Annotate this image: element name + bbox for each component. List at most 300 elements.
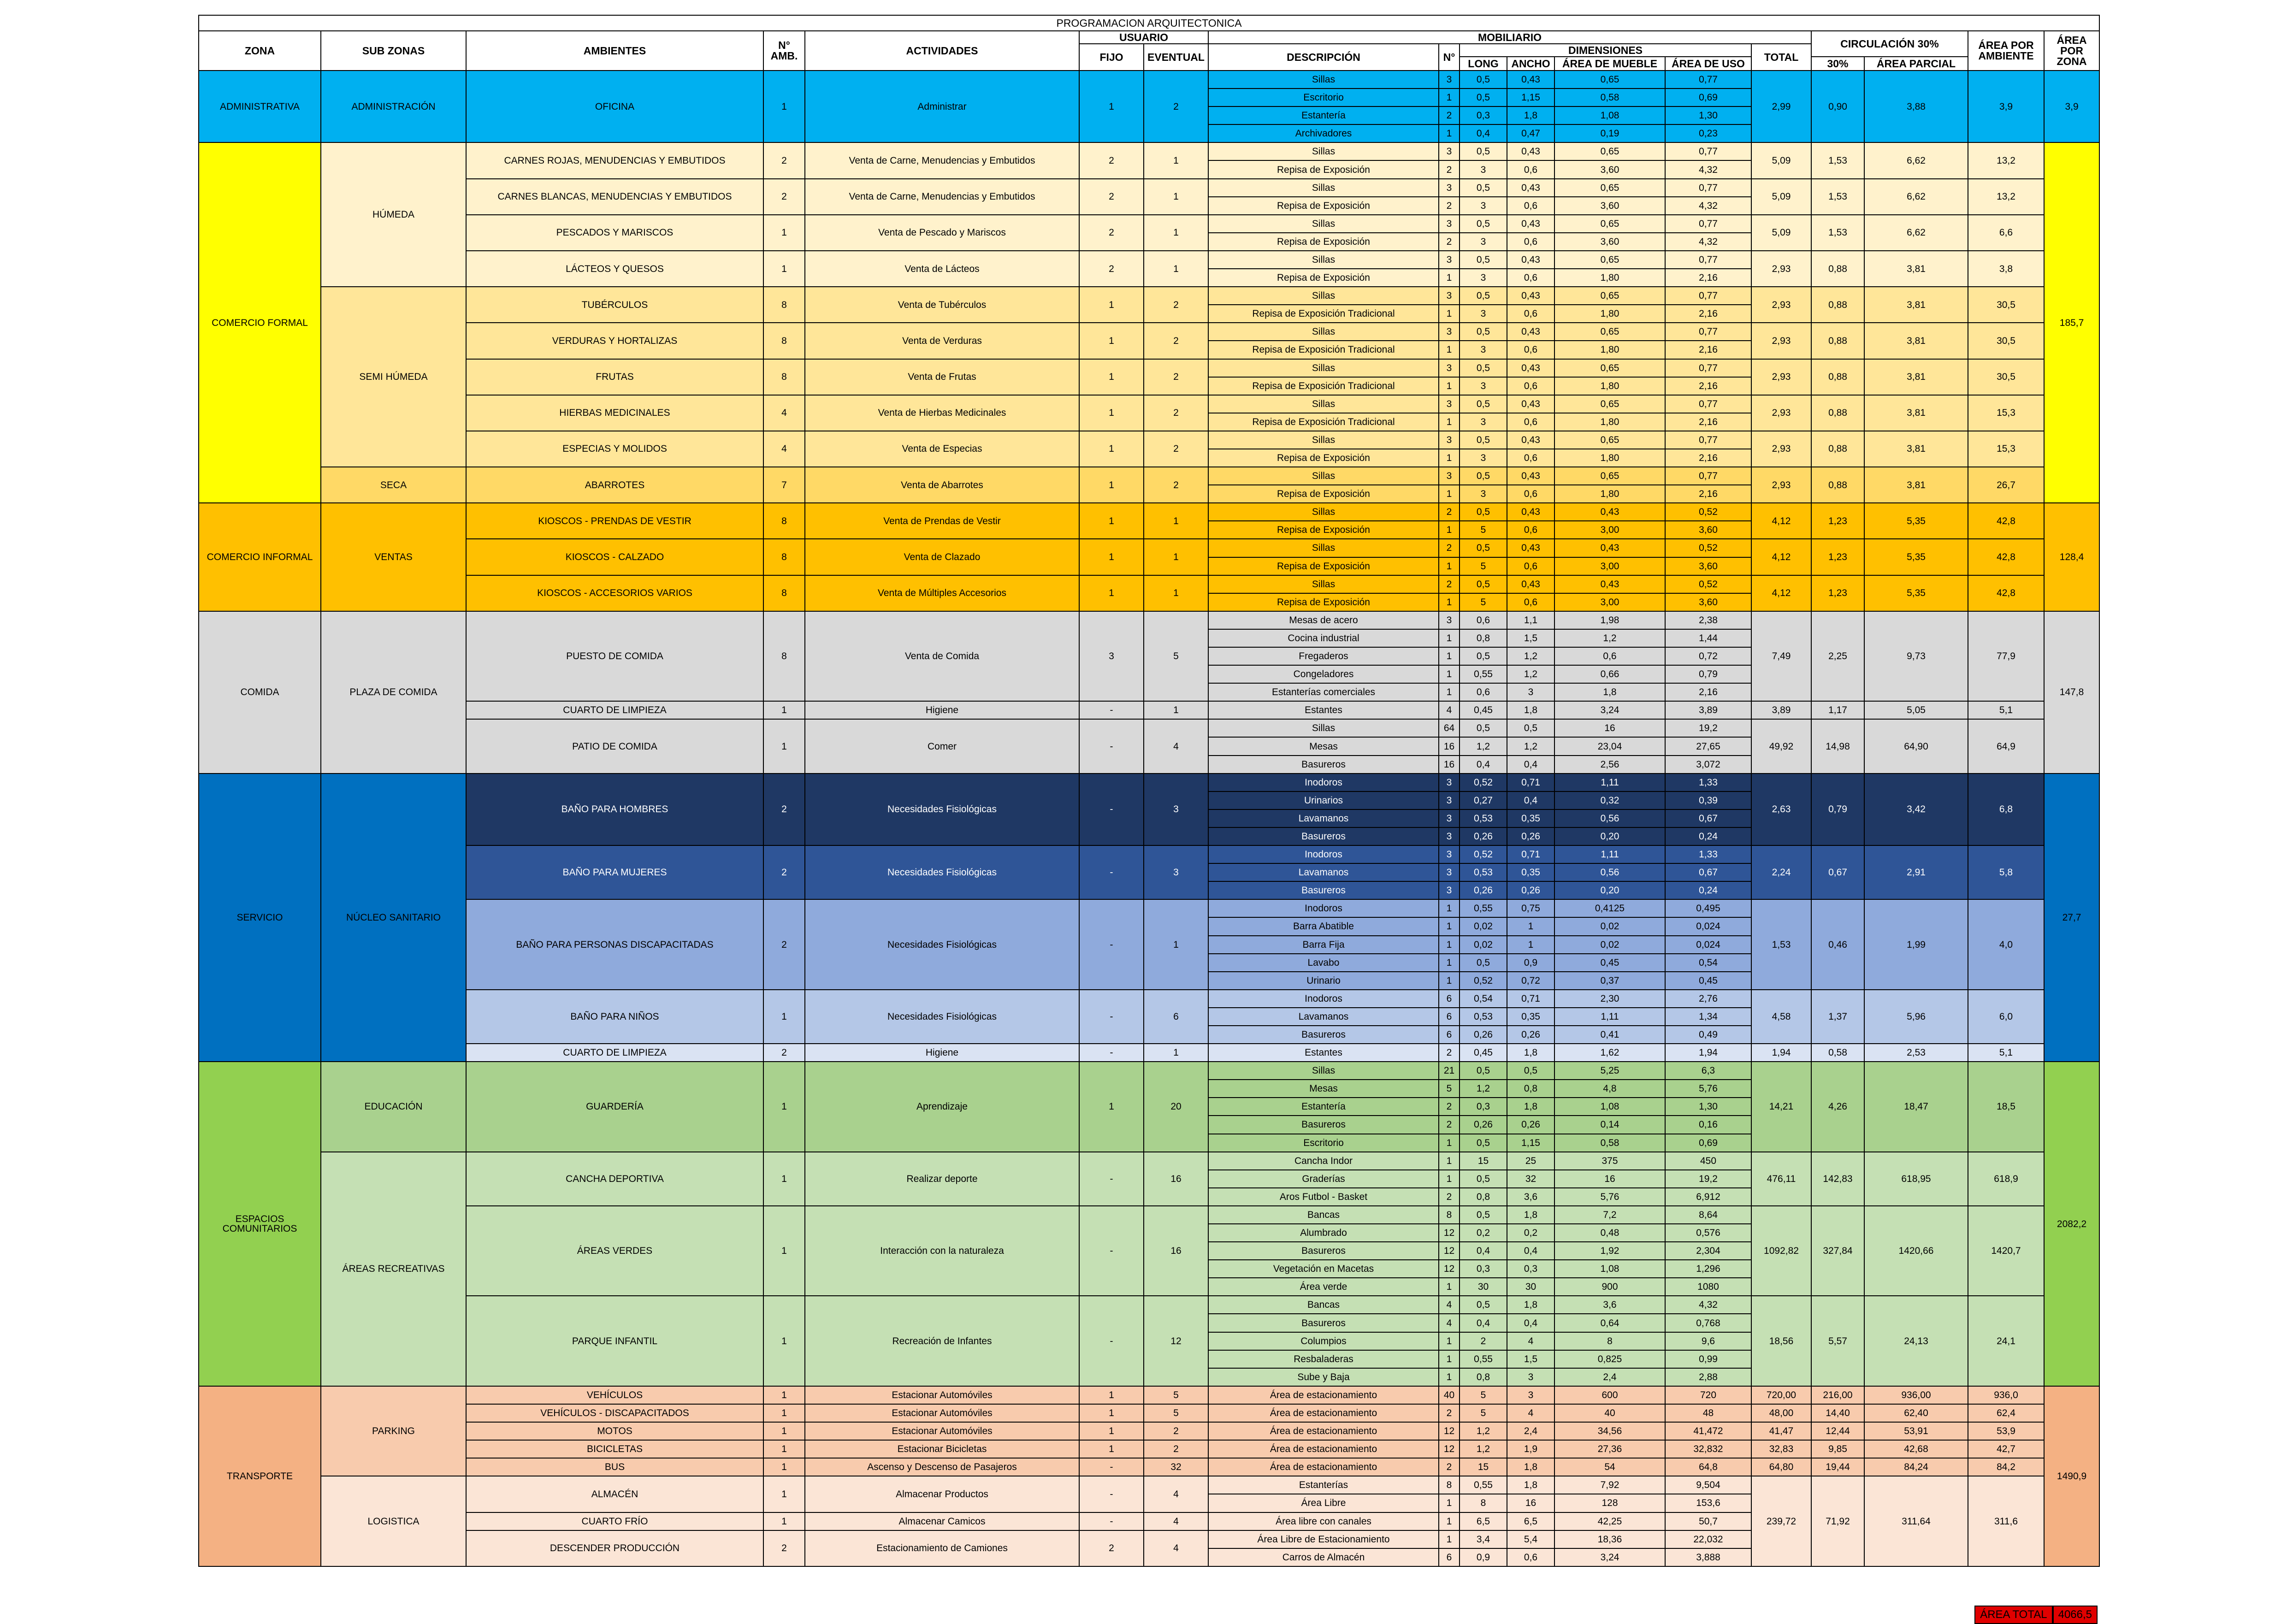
- area-ambiente: 15,3: [1968, 395, 2044, 431]
- ambiente-activity: Ascenso y Descenso de Pasajeros: [805, 1458, 1079, 1476]
- mobiliario-descripcion: Resbaladeras: [1208, 1350, 1439, 1368]
- mobiliario-long: 5: [1460, 593, 1507, 611]
- mobiliario-n: 3: [1439, 881, 1460, 899]
- area-parcial: 3,42: [1864, 774, 1968, 845]
- area-parcial: 5,05: [1864, 701, 1968, 719]
- mobiliario-n: 3: [1439, 467, 1460, 485]
- table-row: [199, 251, 2099, 269]
- mobiliario-total: 2,63: [1751, 774, 1811, 845]
- mobiliario-area-mueble: 1,80: [1554, 449, 1665, 467]
- mobiliario-area-mueble: 1,2: [1554, 629, 1665, 647]
- usuario-fijo: -: [1079, 1512, 1144, 1530]
- mobiliario-n: 3: [1439, 359, 1460, 377]
- usuario-fijo: 1: [1079, 539, 1144, 575]
- mobiliario-descripcion: Sillas: [1208, 142, 1439, 160]
- mobiliario-descripcion: Basureros: [1208, 827, 1439, 845]
- mobiliario-n: 1: [1439, 1530, 1460, 1548]
- table-title: PROGRAMACION ARQUITECTONICA: [199, 15, 2099, 31]
- header-ambientes: AMBIENTES: [466, 31, 763, 71]
- table-row: [199, 142, 2099, 160]
- subzone-name: VENTAS: [321, 503, 466, 611]
- table-row: [199, 701, 2099, 719]
- circulacion-30: 327,84: [1811, 1206, 1864, 1296]
- mobiliario-n: 1: [1439, 521, 1460, 539]
- mobiliario-descripcion: Lavamanos: [1208, 1008, 1439, 1026]
- mobiliario-ancho: 0,43: [1507, 179, 1554, 197]
- zone-area: 3,9: [2044, 71, 2099, 142]
- mobiliario-area-mueble: 2,4: [1554, 1368, 1665, 1386]
- mobiliario-n: 1: [1439, 936, 1460, 954]
- mobiliario-long: 0,5: [1460, 323, 1507, 341]
- mobiliario-n: 1: [1439, 1494, 1460, 1512]
- circulacion-30: 1,23: [1811, 575, 1864, 611]
- mobiliario-n: 2: [1439, 1116, 1460, 1134]
- mobiliario-ancho: 0,6: [1507, 413, 1554, 431]
- mobiliario-n: 2: [1439, 233, 1460, 251]
- circulacion-30: 1,53: [1811, 179, 1864, 215]
- mobiliario-area-mueble: 0,65: [1554, 71, 1665, 89]
- mobiliario-descripcion: Área de estacionamiento: [1208, 1458, 1439, 1476]
- mobiliario-ancho: 0,3: [1507, 1260, 1554, 1278]
- mobiliario-long: 0,8: [1460, 629, 1507, 647]
- mobiliario-descripcion: Sillas: [1208, 179, 1439, 197]
- mobiliario-long: 0,4: [1460, 1242, 1507, 1260]
- mobiliario-area-uso: 50,7: [1665, 1512, 1751, 1530]
- ambiente-count: 8: [763, 287, 805, 323]
- mobiliario-area-mueble: 1,80: [1554, 269, 1665, 287]
- header-ancho: ANCHO: [1507, 57, 1554, 71]
- mobiliario-ancho: 0,71: [1507, 845, 1554, 863]
- ambiente-activity: Venta de Múltiples Accesorios: [805, 575, 1079, 611]
- mobiliario-area-uso: 0,77: [1665, 431, 1751, 449]
- usuario-eventual: 4: [1144, 1476, 1208, 1512]
- ambiente-name: PARQUE INFANTIL: [466, 1296, 763, 1386]
- ambiente-count: 2: [763, 179, 805, 215]
- area-ambiente: 3,8: [1968, 251, 2044, 287]
- mobiliario-area-uso: 2,16: [1665, 341, 1751, 359]
- area-ambiente: 64,9: [1968, 719, 2044, 773]
- circulacion-30: 0,67: [1811, 845, 1864, 899]
- circulacion-30: 9,85: [1811, 1440, 1864, 1458]
- mobiliario-area-mueble: 0,32: [1554, 791, 1665, 809]
- mobiliario-area-uso: 153,6: [1665, 1494, 1751, 1512]
- area-total: [1974, 1606, 2098, 1624]
- ambiente-count: 2: [763, 845, 805, 899]
- ambiente-activity: Higiene: [805, 701, 1079, 719]
- subzone-name: PARKING: [321, 1386, 466, 1476]
- area-total-label: ÁREA TOTAL: [1974, 1606, 2052, 1624]
- mobiliario-long: 0,26: [1460, 1026, 1507, 1044]
- mobiliario-area-mueble: 0,56: [1554, 809, 1665, 827]
- ambiente-activity: Venta de Lácteos: [805, 251, 1079, 287]
- mobiliario-ancho: 5,4: [1507, 1530, 1554, 1548]
- ambiente-activity: Venta de Clazado: [805, 539, 1079, 575]
- programacion-table-wrapper: [198, 15, 2098, 1621]
- mobiliario-long: 0,8: [1460, 1188, 1507, 1206]
- mobiliario-total: 3,89: [1751, 701, 1811, 719]
- table-row: [199, 1422, 2099, 1440]
- area-parcial: 42,68: [1864, 1440, 1968, 1458]
- usuario-fijo: 1: [1079, 1404, 1144, 1422]
- area-total-value: 4066,5: [2053, 1606, 2098, 1624]
- header-area-uso: ÁREA DE USO: [1665, 57, 1751, 71]
- ambiente-activity: Venta de Comida: [805, 611, 1079, 701]
- subzone-name: PLAZA DE COMIDA: [321, 611, 466, 774]
- mobiliario-long: 3: [1460, 269, 1507, 287]
- mobiliario-descripcion: Basureros: [1208, 1116, 1439, 1134]
- ambiente-count: 1: [763, 990, 805, 1044]
- area-parcial: 3,81: [1864, 467, 1968, 503]
- mobiliario-long: 0,3: [1460, 1098, 1507, 1116]
- mobiliario-n: 3: [1439, 395, 1460, 413]
- ambiente-name: PESCADOS Y MARISCOS: [466, 215, 763, 251]
- mobiliario-area-uso: 2,16: [1665, 485, 1751, 503]
- mobiliario-area-uso: 0,77: [1665, 467, 1751, 485]
- ambiente-count: 8: [763, 323, 805, 359]
- ambiente-count: 1: [763, 1386, 805, 1404]
- mobiliario-area-mueble: 3,24: [1554, 701, 1665, 719]
- area-ambiente: 42,8: [1968, 575, 2044, 611]
- mobiliario-total: 5,09: [1751, 179, 1811, 215]
- mobiliario-long: 0,5: [1460, 1062, 1507, 1080]
- usuario-eventual: 2: [1144, 323, 1208, 359]
- mobiliario-n: 2: [1439, 106, 1460, 124]
- subzone-name: NÚCLEO SANITARIO: [321, 774, 466, 1062]
- mobiliario-area-uso: 4,32: [1665, 233, 1751, 251]
- ambiente-activity: Necesidades Fisiológicas: [805, 990, 1079, 1044]
- mobiliario-descripcion: Estantería: [1208, 1098, 1439, 1116]
- usuario-eventual: 5: [1144, 1404, 1208, 1422]
- mobiliario-n: 4: [1439, 701, 1460, 719]
- mobiliario-n: 40: [1439, 1386, 1460, 1404]
- mobiliario-descripcion: Sillas: [1208, 71, 1439, 89]
- table-row: [199, 1152, 2099, 1170]
- mobiliario-total: 1,94: [1751, 1044, 1811, 1062]
- circulacion-30: 0,46: [1811, 899, 1864, 989]
- mobiliario-area-uso: 0,72: [1665, 647, 1751, 665]
- mobiliario-n: 1: [1439, 124, 1460, 142]
- mobiliario-area-mueble: 5,25: [1554, 1062, 1665, 1080]
- ambiente-count: 1: [763, 251, 805, 287]
- usuario-fijo: -: [1079, 719, 1144, 773]
- usuario-eventual: 4: [1144, 1512, 1208, 1530]
- mobiliario-descripcion: Repisa de Exposición: [1208, 593, 1439, 611]
- mobiliario-descripcion: Sillas: [1208, 431, 1439, 449]
- area-parcial: 3,81: [1864, 287, 1968, 323]
- mobiliario-descripcion: Repisa de Exposición: [1208, 197, 1439, 215]
- mobiliario-descripcion: Congeladores: [1208, 665, 1439, 683]
- circulacion-30: 1,17: [1811, 701, 1864, 719]
- mobiliario-n: 1: [1439, 377, 1460, 395]
- circulacion-30: 4,26: [1811, 1062, 1864, 1152]
- mobiliario-total: 14,21: [1751, 1062, 1811, 1152]
- zone-name: COMIDA: [199, 611, 321, 774]
- mobiliario-n: 3: [1439, 323, 1460, 341]
- mobiliario-area-mueble: 0,48: [1554, 1224, 1665, 1242]
- usuario-fijo: -: [1079, 1296, 1144, 1386]
- mobiliario-long: 0,27: [1460, 791, 1507, 809]
- mobiliario-n: 1: [1439, 1170, 1460, 1188]
- mobiliario-n: 1: [1439, 341, 1460, 359]
- ambiente-name: KIOSCOS - CALZADO: [466, 539, 763, 575]
- ambiente-activity: Estacionar Automóviles: [805, 1386, 1079, 1404]
- usuario-fijo: 1: [1079, 467, 1144, 503]
- mobiliario-long: 1,2: [1460, 1080, 1507, 1098]
- circulacion-30: 0,88: [1811, 359, 1864, 395]
- area-ambiente: 53,9: [1968, 1422, 2044, 1440]
- mobiliario-area-mueble: 3,00: [1554, 593, 1665, 611]
- mobiliario-ancho: 0,75: [1507, 899, 1554, 917]
- mobiliario-n: 12: [1439, 1440, 1460, 1458]
- mobiliario-n: 3: [1439, 215, 1460, 233]
- circulacion-30: 142,83: [1811, 1152, 1864, 1206]
- table-row: [199, 1062, 2099, 1080]
- mobiliario-n: 3: [1439, 431, 1460, 449]
- ambiente-activity: Venta de Verduras: [805, 323, 1079, 359]
- mobiliario-area-uso: 0,77: [1665, 287, 1751, 305]
- circulacion-30: 5,57: [1811, 1296, 1864, 1386]
- header-area-parcial: ÁREA PARCIAL: [1864, 57, 1968, 71]
- mobiliario-descripcion: Repisa de Exposición: [1208, 521, 1439, 539]
- mobiliario-area-uso: 0,77: [1665, 323, 1751, 341]
- mobiliario-long: 5: [1460, 1386, 1507, 1404]
- mobiliario-area-uso: 3,60: [1665, 557, 1751, 575]
- mobiliario-long: 0,5: [1460, 142, 1507, 160]
- mobiliario-ancho: 0,26: [1507, 881, 1554, 899]
- mobiliario-descripcion: Urinario: [1208, 972, 1439, 990]
- ambiente-activity: Necesidades Fisiológicas: [805, 774, 1079, 845]
- mobiliario-descripcion: Mesas: [1208, 737, 1439, 755]
- circulacion-30: 2,25: [1811, 611, 1864, 701]
- mobiliario-n: 6: [1439, 1026, 1460, 1044]
- mobiliario-long: 0,5: [1460, 503, 1507, 521]
- circulacion-30: 19,44: [1811, 1458, 1864, 1476]
- mobiliario-long: 8: [1460, 1494, 1507, 1512]
- ambiente-name: CUARTO DE LIMPIEZA: [466, 701, 763, 719]
- mobiliario-descripcion: Cocina industrial: [1208, 629, 1439, 647]
- mobiliario-area-uso: 2,16: [1665, 683, 1751, 701]
- header-area-ambiente: ÁREA POR AMBIENTE: [1968, 31, 2044, 71]
- ambiente-activity: Venta de Tubérculos: [805, 287, 1079, 323]
- mobiliario-area-uso: 0,77: [1665, 142, 1751, 160]
- mobiliario-long: 0,5: [1460, 647, 1507, 665]
- mobiliario-long: 3: [1460, 197, 1507, 215]
- mobiliario-area-mueble: 0,37: [1554, 972, 1665, 990]
- mobiliario-ancho: 30: [1507, 1278, 1554, 1296]
- mobiliario-long: 0,53: [1460, 1008, 1507, 1026]
- mobiliario-descripcion: Estantes: [1208, 1044, 1439, 1062]
- usuario-fijo: -: [1079, 1152, 1144, 1206]
- mobiliario-ancho: 0,43: [1507, 359, 1554, 377]
- mobiliario-n: 3: [1439, 287, 1460, 305]
- mobiliario-ancho: 1,8: [1507, 1296, 1554, 1314]
- ambiente-name: PATIO DE COMIDA: [466, 719, 763, 773]
- zone-name: ESPACIOS COMUNITARIOS: [199, 1062, 321, 1386]
- area-ambiente: 15,3: [1968, 431, 2044, 467]
- mobiliario-area-mueble: 0,19: [1554, 124, 1665, 142]
- header-area-mueble: ÁREA DE MUEBLE: [1554, 57, 1665, 71]
- ambiente-count: 1: [763, 71, 805, 142]
- mobiliario-total: 1092,82: [1751, 1206, 1811, 1296]
- mobiliario-n: 1: [1439, 629, 1460, 647]
- ambiente-activity: Venta de Especias: [805, 431, 1079, 467]
- mobiliario-area-uso: 0,69: [1665, 1134, 1751, 1152]
- mobiliario-long: 0,5: [1460, 179, 1507, 197]
- mobiliario-area-uso: 3,072: [1665, 756, 1751, 774]
- mobiliario-area-mueble: 18,36: [1554, 1530, 1665, 1548]
- mobiliario-ancho: 0,43: [1507, 323, 1554, 341]
- mobiliario-n: 6: [1439, 990, 1460, 1008]
- mobiliario-area-mueble: 0,65: [1554, 287, 1665, 305]
- mobiliario-ancho: 0,2: [1507, 1224, 1554, 1242]
- circulacion-30: 0,88: [1811, 395, 1864, 431]
- mobiliario-n: 2: [1439, 1044, 1460, 1062]
- area-parcial: 1420,66: [1864, 1206, 1968, 1296]
- area-ambiente: 62,4: [1968, 1404, 2044, 1422]
- mobiliario-descripcion: Repisa de Exposición: [1208, 269, 1439, 287]
- table-row: [199, 774, 2099, 791]
- mobiliario-area-mueble: 1,11: [1554, 774, 1665, 791]
- area-ambiente: 13,2: [1968, 179, 2044, 215]
- mobiliario-n: 2: [1439, 1188, 1460, 1206]
- mobiliario-n: 2: [1439, 1404, 1460, 1422]
- mobiliario-long: 0,4: [1460, 124, 1507, 142]
- usuario-fijo: -: [1079, 701, 1144, 719]
- mobiliario-total: 1,53: [1751, 899, 1811, 989]
- mobiliario-area-mueble: 0,825: [1554, 1350, 1665, 1368]
- area-parcial: 5,96: [1864, 990, 1968, 1044]
- area-parcial: 3,81: [1864, 395, 1968, 431]
- ambiente-count: 2: [763, 1530, 805, 1566]
- mobiliario-area-mueble: 8: [1554, 1332, 1665, 1350]
- usuario-eventual: 2: [1144, 359, 1208, 395]
- mobiliario-area-uso: 1080: [1665, 1278, 1751, 1296]
- mobiliario-long: 3: [1460, 233, 1507, 251]
- area-parcial: 3,81: [1864, 251, 1968, 287]
- mobiliario-descripcion: Sillas: [1208, 575, 1439, 593]
- table-body: [199, 71, 2099, 1566]
- mobiliario-area-uso: 0,768: [1665, 1314, 1751, 1332]
- mobiliario-area-mueble: 2,56: [1554, 756, 1665, 774]
- mobiliario-area-mueble: 42,25: [1554, 1512, 1665, 1530]
- table-row: [199, 719, 2099, 737]
- ambiente-name: DESCENDER PRODUCCIÓN: [466, 1530, 763, 1566]
- mobiliario-n: 3: [1439, 845, 1460, 863]
- mobiliario-area-mueble: 1,80: [1554, 305, 1665, 323]
- table-row: [199, 611, 2099, 629]
- subzone-name: ADMINISTRACIÓN: [321, 71, 466, 142]
- mobiliario-area-mueble: 0,66: [1554, 665, 1665, 683]
- programacion-table: [198, 15, 2100, 1567]
- ambiente-name: ÁREAS VERDES: [466, 1206, 763, 1296]
- mobiliario-descripcion: Repisa de Exposición Tradicional: [1208, 377, 1439, 395]
- mobiliario-descripcion: Área Libre: [1208, 1494, 1439, 1512]
- mobiliario-long: 0,9: [1460, 1548, 1507, 1566]
- mobiliario-n: 1: [1439, 1350, 1460, 1368]
- ambiente-name: CARNES ROJAS, MENUDENCIAS Y EMBUTIDOS: [466, 142, 763, 178]
- header-descripcion: DESCRIPCIÓN: [1208, 44, 1439, 71]
- mobiliario-descripcion: Área verde: [1208, 1278, 1439, 1296]
- zone-name: ADMINISTRATIVA: [199, 71, 321, 142]
- mobiliario-n: 1: [1439, 449, 1460, 467]
- area-parcial: 6,62: [1864, 179, 1968, 215]
- mobiliario-descripcion: Área de estacionamiento: [1208, 1386, 1439, 1404]
- mobiliario-descripcion: Graderías: [1208, 1170, 1439, 1188]
- mobiliario-descripcion: Área de estacionamiento: [1208, 1404, 1439, 1422]
- mobiliario-long: 0,55: [1460, 899, 1507, 917]
- header-mobiliario: MOBILIARIO: [1208, 31, 1811, 44]
- usuario-fijo: 1: [1079, 1440, 1144, 1458]
- area-parcial: 5,35: [1864, 539, 1968, 575]
- mobiliario-ancho: 0,26: [1507, 827, 1554, 845]
- usuario-fijo: 1: [1079, 1062, 1144, 1152]
- mobiliario-n: 4: [1439, 1314, 1460, 1332]
- usuario-eventual: 1: [1144, 899, 1208, 989]
- mobiliario-ancho: 0,6: [1507, 160, 1554, 178]
- mobiliario-descripcion: Aros Futbol - Basket: [1208, 1188, 1439, 1206]
- circulacion-30: 12,44: [1811, 1422, 1864, 1440]
- area-parcial: 6,62: [1864, 215, 1968, 251]
- mobiliario-long: 0,8: [1460, 1368, 1507, 1386]
- mobiliario-long: 15: [1460, 1152, 1507, 1170]
- header-total: TOTAL: [1751, 44, 1811, 71]
- mobiliario-ancho: 0,6: [1507, 377, 1554, 395]
- area-parcial: 62,40: [1864, 1404, 1968, 1422]
- mobiliario-ancho: 0,8: [1507, 1080, 1554, 1098]
- mobiliario-n: 1: [1439, 972, 1460, 990]
- mobiliario-total: 4,12: [1751, 539, 1811, 575]
- mobiliario-long: 0,02: [1460, 917, 1507, 935]
- mobiliario-total: 48,00: [1751, 1404, 1811, 1422]
- mobiliario-long: 0,45: [1460, 1044, 1507, 1062]
- mobiliario-ancho: 0,6: [1507, 1548, 1554, 1566]
- ambiente-count: 1: [763, 1512, 805, 1530]
- mobiliario-area-mueble: 1,80: [1554, 413, 1665, 431]
- table-row: [199, 431, 2099, 449]
- mobiliario-area-mueble: 0,65: [1554, 179, 1665, 197]
- mobiliario-n: 3: [1439, 791, 1460, 809]
- usuario-eventual: 2: [1144, 1422, 1208, 1440]
- mobiliario-ancho: 0,4: [1507, 1314, 1554, 1332]
- mobiliario-descripcion: Inodoros: [1208, 990, 1439, 1008]
- mobiliario-ancho: 0,5: [1507, 1062, 1554, 1080]
- mobiliario-long: 3: [1460, 377, 1507, 395]
- mobiliario-area-uso: 2,16: [1665, 449, 1751, 467]
- mobiliario-descripcion: Área de estacionamiento: [1208, 1422, 1439, 1440]
- area-ambiente: 30,5: [1968, 323, 2044, 359]
- ambiente-name: MOTOS: [466, 1422, 763, 1440]
- mobiliario-n: 1: [1439, 954, 1460, 972]
- table-row: [199, 179, 2099, 197]
- mobiliario-area-uso: 0,49: [1665, 1026, 1751, 1044]
- mobiliario-long: 0,6: [1460, 683, 1507, 701]
- circulacion-30: 71,92: [1811, 1476, 1864, 1566]
- usuario-eventual: 16: [1144, 1152, 1208, 1206]
- mobiliario-n: 8: [1439, 1476, 1460, 1494]
- mobiliario-descripcion: Mesas: [1208, 1080, 1439, 1098]
- mobiliario-area-uso: 450: [1665, 1152, 1751, 1170]
- mobiliario-area-uso: 41,472: [1665, 1422, 1751, 1440]
- mobiliario-descripcion: Fregaderos: [1208, 647, 1439, 665]
- ambiente-activity: Necesidades Fisiológicas: [805, 899, 1079, 989]
- zone-name: SERVICIO: [199, 774, 321, 1062]
- usuario-fijo: 1: [1079, 575, 1144, 611]
- mobiliario-total: 18,56: [1751, 1296, 1811, 1386]
- mobiliario-area-mueble: 1,11: [1554, 845, 1665, 863]
- mobiliario-descripcion: Barra Fija: [1208, 936, 1439, 954]
- mobiliario-n: 1: [1439, 1368, 1460, 1386]
- mobiliario-descripcion: Sillas: [1208, 323, 1439, 341]
